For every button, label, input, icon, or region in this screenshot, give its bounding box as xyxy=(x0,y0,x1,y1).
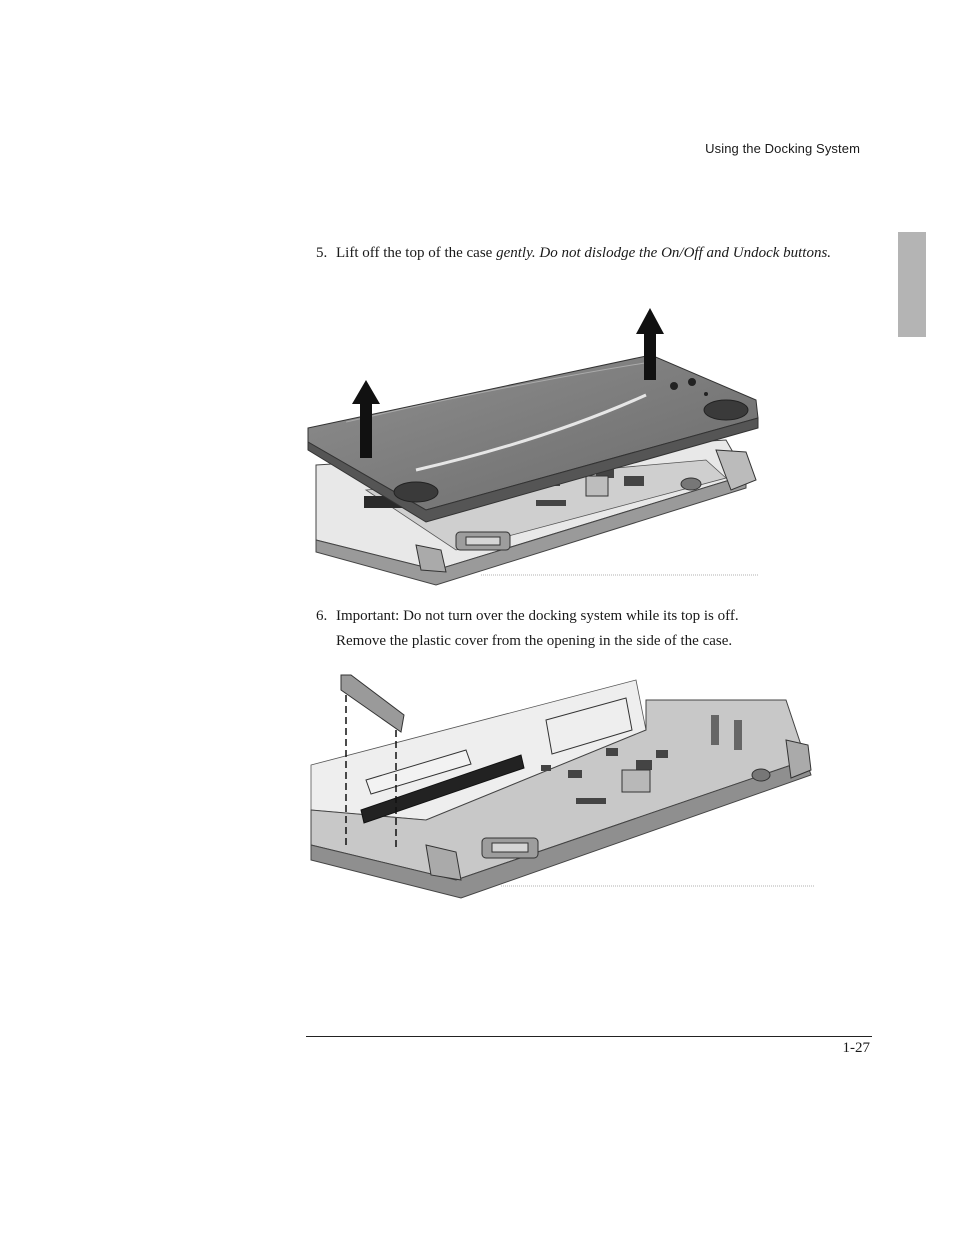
step-5 xyxy=(316,244,836,263)
on-off-button xyxy=(670,382,678,390)
step-caution-text: gently. Do not dislodge the On/Off and Undock buttons. xyxy=(496,245,832,261)
step-important-note: Important: Do not turn over the docking system while its top is off. xyxy=(336,608,739,624)
step-text: Lift off the top of the case xyxy=(336,245,497,261)
step-number: 6. xyxy=(316,608,328,624)
running-header: Using the Docking System xyxy=(705,141,860,156)
lift-case-top-illustration xyxy=(306,300,766,590)
serial-connector xyxy=(456,532,510,550)
remove-plastic-cover-illustration xyxy=(306,670,818,910)
step-number: 5. xyxy=(316,245,328,261)
serial-connector xyxy=(482,838,538,858)
footer-rule xyxy=(306,1036,872,1037)
chapter-thumb-tab xyxy=(898,232,926,337)
step-text: Remove the plastic cover from the opening in the side of the case. xyxy=(336,633,733,649)
undock-button xyxy=(688,378,696,386)
page-number: 1-27 xyxy=(842,1040,870,1056)
step-6 xyxy=(316,607,836,651)
